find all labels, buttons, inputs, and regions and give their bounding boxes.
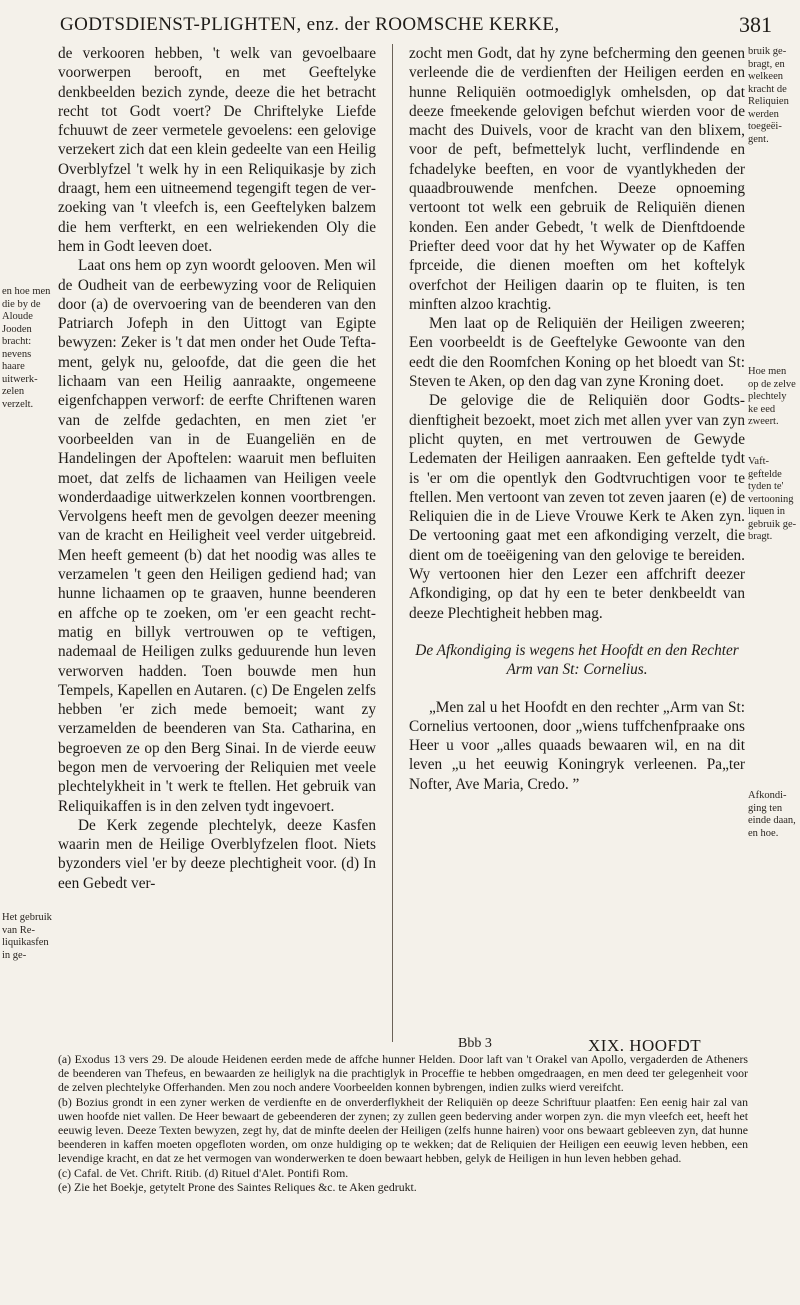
footnote: (b) Bozius grondt in een zyner werken de verdienfte en de onverderflykheit der Reliquiën op deeze Schriftuur plaatfen: Een eenig hair zal van uwen hoofde niet vallen. De Heer bewaart de gebeenderen der zynen; zy zullen geen bederving ander worpen zyn. die myn vleefch eet, heeft het eeuwig leven. Deeze Texten bewyzen, zegt hy, dat de minfte deelen der Heiligen (zelfs hunne hairen) voor ons bewaart gebleeven zyn, dat hunne beenderen in kaffen moeten opgefloten worden, om onze huldiging op te wekken; dat de Reliquien der Heiligen een eeuwig leven hebben, een levendige kracht, en dat ze het vermogen van wonderwerken te doen bewaart hebben, gelyk de Heiligen in hun leven hebben gehad. <box>58 1094 748 1166</box>
margin-note-right-1: bruik gebragt, en welkeen kracht de Reliquien werden toegeëigent. <box>748 46 789 145</box>
paragraph: Men laat op de Reliquiën der Heiligen zweeren; Een voorbeeldt is de Geeftelyke Gewoonte van den eedt die den Roomfchen Koning op het bloedt van St: Steven te Aken, op den dag van zyne Kroning doet. <box>409 315 745 391</box>
paragraph: De Kerk zegende plechtelyk, deeze Kasfen waarin men de Heilige Overblyfzelen floot. Niets byzonders viel 'er by deeze plechtigheit voor. (d) In een Gebedt ver- <box>58 816 376 892</box>
margin-note-left-2: Het gebruik van Reliquikasfen in ge- <box>2 912 52 961</box>
right-column <box>409 44 745 1044</box>
footnote: (c) Cafal. de Vet. Chrift. Ritib. (d) Rituel d'Alet. Pontifi Rom. <box>58 1165 349 1180</box>
margin-note-right-3: Vaftgeftelde tyden te' vertooning liquen in gebruik gebragt. <box>748 456 797 542</box>
paragraph: De gelovige die de Reliquiën door Godtsdienftigheit bezoekt, moet zich met allen yver van zyn plicht quyten, en met vertrouwen de Gewyde Ledematen der Heiligen aanraaken. Een geftelde tydt is 'er om die opentlyk den Godtvruchtigen voor te ftellen. Men vertoont van zeven tot zeven jaaren (e) de Reliquien die in de Lieve Vrouwe Kerk te Aken zyn. De vertooning gaat met een afkondiging verzelt, die dient om de toeëigening van den gelovige te bereiden. Wy vertoonen hier den Lezer een affchrift deezer Afkondiging, op dat hy een te beter denkbeeldt van deeze Plechtigheit hebben mag. <box>409 392 745 622</box>
running-head: GODTSDIENST-PLIGHTEN, enz. der ROOMSCHE KERKE, <box>60 14 560 35</box>
margin-note-right-4: Afkondiging ten einde daan, en hoe. <box>748 790 796 839</box>
paragraph: de verkooren hebben, 't welk van gevoelbaare voorwerpen berooft, en met Geeftelyke denkbeelden bezich zynde, deeze die het betracht recht tot Godt voert? De Chriftelyke Liefde fchuuwt de zeer vermetele gevoelens: een gelovige verzekert zich dat een klein gedeelte van een Heilig Overblyfzel 't welk hy in een Reliquikasje by zich draagt, hem een uitneemend tegengift tegen de verzoeking van 't vleefch is, een Geeftelyken balzem die hem verfterkt, en een welriekenden Oly die hem in Godt leeven doet. <box>58 45 376 255</box>
footnote: (e) Zie het Boekje, getytelt Prone des Saintes Reliques &c. te Aken gedrukt. <box>58 1179 417 1194</box>
footnote: (a) Exodus 13 vers 29. De aloude Heidenen eerden mede de affche hunner Helden. Door laft van 't Orakel van Apollo, vergaderden de Atheners de beenderen van Thefeus, en bewaarden ze heiliglyk na die prachtiglyk in Proceffie te hebben omgedraagen, en men deed ter gelegenheit voor de zelven plechtelyke Offerhanden. Men zou noch andere Voorbeelden konnen bybrengen, indien zulks wierd vereifcht. <box>58 1052 748 1095</box>
margin-note-right-2: Hoe men op de zelve plechtely ke eed zweert. <box>748 366 796 427</box>
margin-note-left-1: en hoe men die by de Aloude Jooden bracht: nevens haare uitwerkzelen verzelt. <box>2 286 51 410</box>
column-divider <box>392 44 393 1042</box>
paragraph: zocht men Godt, dat hy zyne befcherming den geenen verleende die de verdienften der Heiligen eerden en hunne Reliquiën ootmoediglyk omhelsden, op dat deeze fmeekende gelovigen befchut wierden voor de macht des Duivels, voor de kracht van den blixem, voor de peft, befmettelyk lucht, verflindende en fchadelyke beeften, en voor de vyantlykheden der quaadbrouwende menfchen. Deeze opnoeming vertoont tot welk een gebruik de Reliquiën dienen konden. Een ander Gebedt, 't welk de Dienftdoende Priefter deed voor dat hy het Wywater op de Kaffen fprceide, die dienen moeften om het koftelyk overfchot der Heiligen daarin op te fluiten, is ten minften alzoo krachtig. <box>409 45 745 313</box>
page-number: 381 <box>739 12 772 37</box>
proclamation-text: „Men zal u het Hoofdt en den rechter „Arm van St: Cornelius vertoonen, door „wiens tuffchenfpraake ons Heer u voor „alles quaads bewaaren wil, en na dit leven „u het eeuwig Koningryk verleenen. Pa„ter Nofter, Ave Maria, Credo. ” <box>409 698 745 793</box>
left-column <box>58 44 376 1044</box>
paragraph: Laat ons hem op zyn woordt gelooven. Men wil de Oudheit van de eerbewyzing voor de Reliquien door (a) de overvoering van de beenderen van den Patriarch Jofeph in den Uittogt van Egipte bewyzen: Zeker is 't dat men onder het Oude Teftament, gelyk nu, geloofde, dat die geen die het lichaam van een Heilig aanraakte, ongemeene eigenfchappen verworf: de eerfte Chriftenen waren van de zelfde gedachten, en men ziet 'er voorbeelden van in de Euangeliën en de Handelingen der Apoftelen: waaruit men befluiten moet, dat zelfs de lichaamen van Heiligen veele wonderdaadige uitwerkzelen konnen voortbrengen. Vervolgens heeft men de gevolgen deezer meening van de kracht en Heiligheit veel verder uitgebreid. Men heeft gemeent (b) dat het noodig was alles te verzamelen 't geen den Heiligen gediend had; van hunne lichaamen op te graaven, hunne beenderen en affche op te zoeken, om 'er een geacht rechtmatig en billyk vertrouwen op te veftigen, nademaal de Heiligen zulks geduurende hun leven verworven hadden. Toen bouwde men hun Tempels, Kapellen en Autaren. (c) De Engelen zelfs hebben 'er zich mede bemoeit; want zy verzamelden de beenderen van Sta. Catharina, en begroeven ze op den Berg Sinai. In de vierde eeuw begon men de vervoering der Reliquien met veele plechtelykheit in 't werk te ftellen. Het gebruik van Reliquikaffen is in den zelven tydt ingevoert. <box>58 257 376 815</box>
signature-mark: Bbb 3 <box>458 1036 492 1051</box>
proclamation-heading: De Afkondiging is wegens het Hoofdt en den Rechter Arm van St: Cornelius. <box>415 641 739 679</box>
footnotes <box>58 1052 748 1302</box>
section-title: XIX. HOOFDT <box>588 1036 702 1055</box>
